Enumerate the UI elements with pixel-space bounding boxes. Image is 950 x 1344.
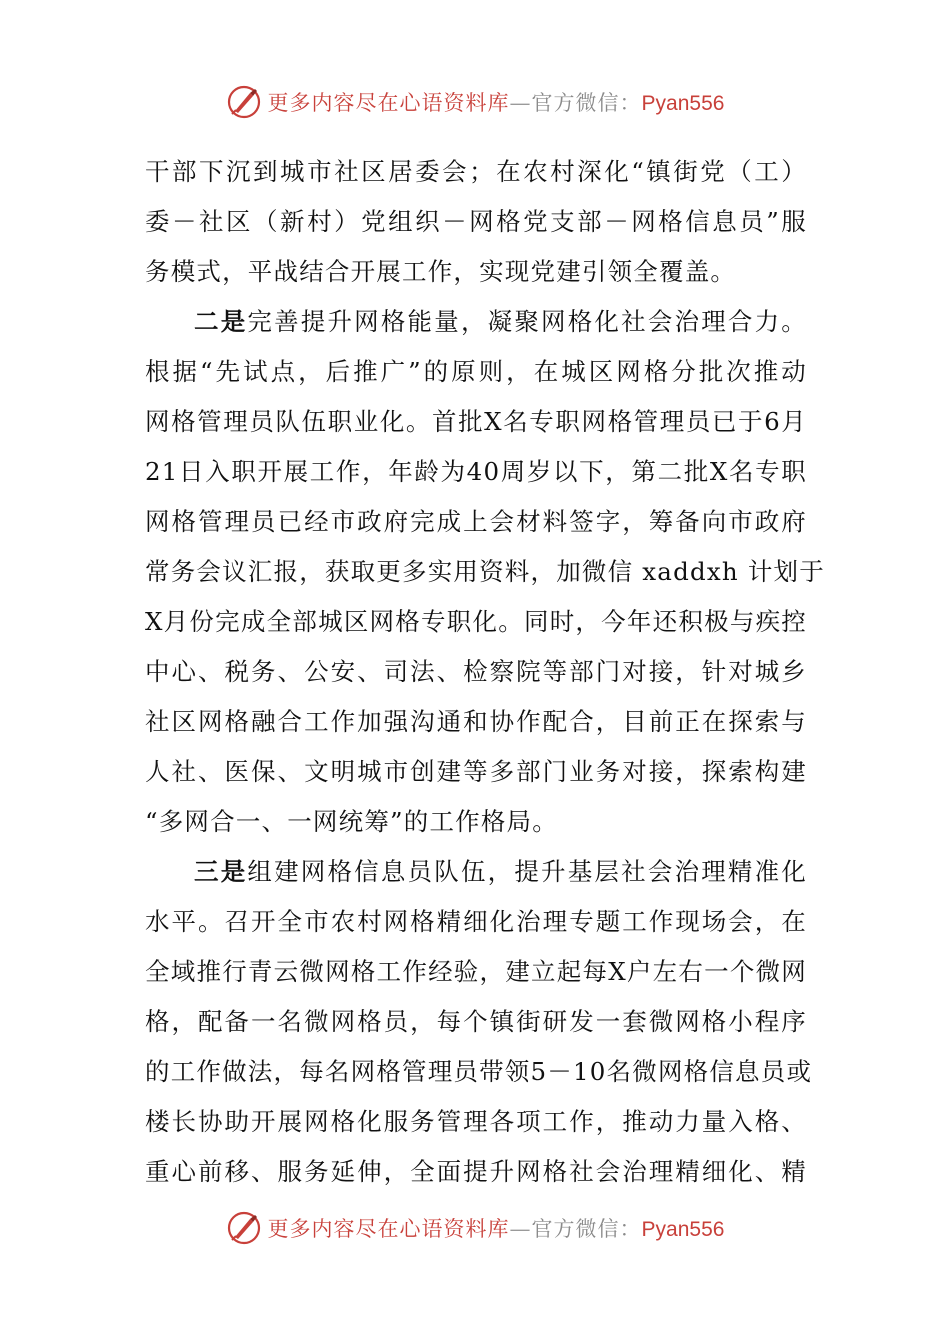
text-line: 务模式，平战结合开展工作，实现党建引领全覆盖。 <box>145 257 737 286</box>
paragraph-first-line <box>145 847 807 897</box>
text-line: X月份完成全部城区网格专职化。同时，今年还积极与疾控 <box>145 607 807 636</box>
text-line: “多网合一、一网统筹”的工作格局。 <box>145 807 558 836</box>
paragraph-first-line <box>145 297 807 347</box>
text-line: 干部下沉到城市社区居委会；在农村深化“镇街党（工） <box>145 157 807 186</box>
paragraph-first-line-text: 完善提升网格能量，凝聚网格化社会治理合力。 <box>247 307 807 336</box>
banner-wechat-id: Pyan556 <box>641 92 725 115</box>
text-line: 水平。召开全市农村网格精细化治理专题工作现场会，在 <box>145 907 807 936</box>
quill-pen-logo-icon <box>226 84 262 120</box>
text-line: 人社、医保、文明城市创建等多部门业务对接，探索构建 <box>145 757 807 786</box>
text-line: 网格管理员队伍职业化。首批X名专职网格管理员已于6月 <box>145 407 807 436</box>
banner-wechat-label: 官方微信： <box>531 1217 642 1241</box>
footer-banner <box>0 1208 950 1248</box>
text-line: 楼长协助开展网格化服务管理各项工作，推动力量入格、 <box>145 1107 807 1136</box>
text-line: 中心、税务、公安、司法、检察院等部门对接，针对城乡 <box>145 657 807 686</box>
paragraph-first-line-text: 组建网格信息员队伍，提升基层社会治理精准化 <box>247 857 807 886</box>
banner-separator: — <box>509 1217 532 1241</box>
banner-separator: — <box>509 91 532 115</box>
banner-wechat-label: 官方微信： <box>531 91 642 115</box>
text-line: 网格管理员已经市政府完成上会材料签字，筹备向市政府 <box>145 507 807 536</box>
text-line: 的工作做法，每名网格管理员带领5－10名微网格信息员或 <box>145 1057 813 1086</box>
text-line: 全域推行青云微网格工作经验，建立起每X户左右一个微网 <box>145 957 807 986</box>
text-line: 常务会议汇报，获取更多实用资料，加微信 xaddxh 计划于 <box>145 557 825 586</box>
text-line: 格，配备一名微网格员，每个镇街研发一套微网格小程序 <box>145 1007 807 1036</box>
paragraph-lead: 二是 <box>194 307 248 336</box>
paragraph-lead: 三是 <box>194 857 248 886</box>
quill-pen-logo-icon <box>226 1210 262 1246</box>
banner-text <box>268 87 725 117</box>
banner-text <box>268 1213 725 1243</box>
banner-wechat-id: Pyan556 <box>641 1218 725 1241</box>
banner-main-text: 更多内容尽在心语资料库 <box>267 1217 510 1241</box>
text-line: 社区网格融合工作加强沟通和协作配合，目前正在探索与 <box>145 707 807 736</box>
text-line: 21日入职开展工作，年龄为40周岁以下，第二批X名专职 <box>145 457 807 486</box>
text-line: 委－社区（新村）党组织－网格党支部－网格信息员”服 <box>145 207 807 236</box>
text-line: 根据“先试点，后推广”的原则，在城区网格分批次推动 <box>145 357 807 386</box>
banner-main-text: 更多内容尽在心语资料库 <box>267 91 510 115</box>
text-line: 重心前移、服务延伸，全面提升网格社会治理精细化、精 <box>145 1157 807 1186</box>
header-banner <box>0 82 950 122</box>
body-text <box>145 147 825 1197</box>
